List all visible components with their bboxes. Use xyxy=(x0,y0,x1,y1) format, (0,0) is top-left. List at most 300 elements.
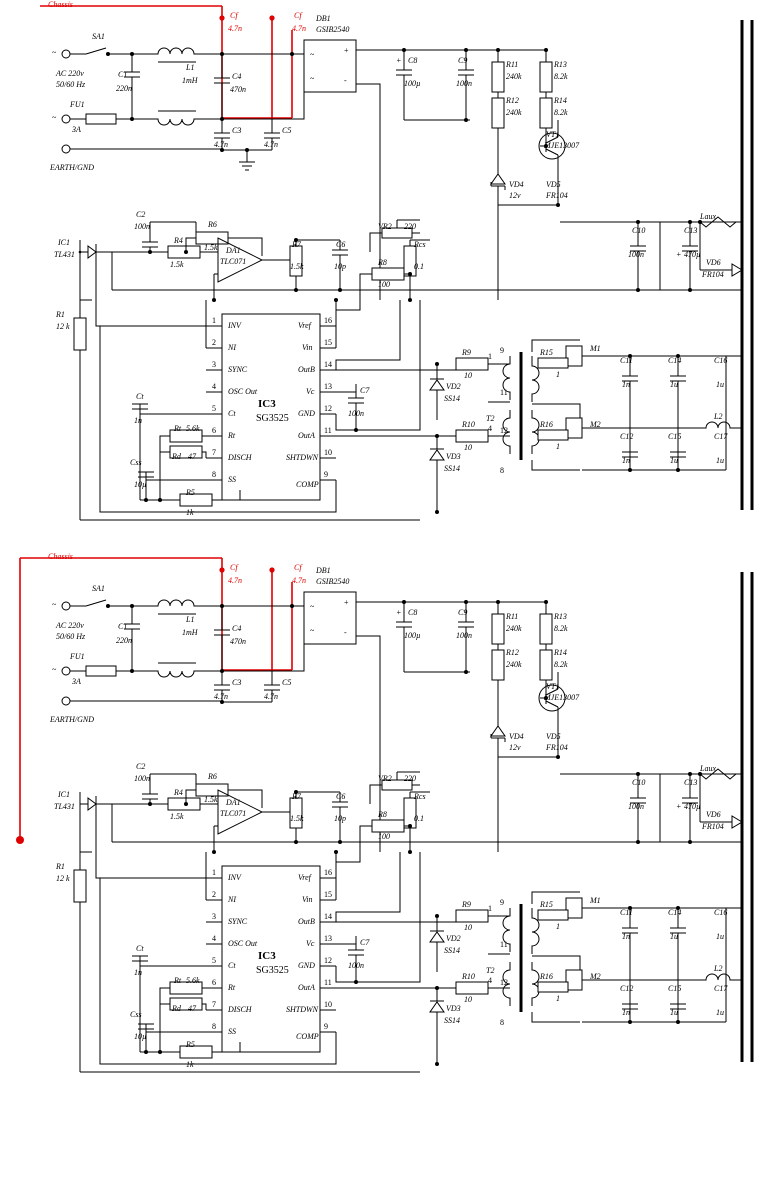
ic3-pin11-name: OutA xyxy=(298,431,315,440)
ic3-pin11-num-2: 11 xyxy=(324,978,332,987)
r6-value-2: 1.5k xyxy=(204,795,218,804)
ac-line2: ~ xyxy=(52,113,57,122)
vd3-ref: VD3 xyxy=(446,452,461,461)
r7-value-2: 1.5k xyxy=(290,814,304,823)
ic3-pin9-num: 9 xyxy=(324,470,328,479)
ic3-pin2-num-2: 2 xyxy=(212,890,216,899)
ic3-pin13-num: 13 xyxy=(324,382,332,391)
r5-ref-2: R5 xyxy=(186,1040,195,1049)
r11-value-2: 240k xyxy=(506,624,522,633)
ic3-pin8-num-2: 8 xyxy=(212,1022,216,1031)
ic3-pin15-name: Vin xyxy=(302,343,313,352)
ic3-pin9-num-2: 9 xyxy=(324,1022,328,1031)
r5-ref: R5 xyxy=(186,488,195,497)
c7-ref: C7 xyxy=(360,386,370,395)
c17-value-2: 1u xyxy=(716,1008,724,1017)
ic3-pin4-num-2: 4 xyxy=(212,934,216,943)
ic3-value: SG3525 xyxy=(256,413,289,424)
vd5-ref: VD5 xyxy=(546,180,561,189)
c17-ref: C17 xyxy=(714,432,728,441)
c13-value: 470µ xyxy=(684,250,701,259)
ic3-pin5-name-2: Ct xyxy=(228,961,236,970)
ic3-pin8-name-2: SS xyxy=(228,1027,236,1036)
t2-pin12: 12 xyxy=(500,426,508,435)
c10-ref: C10 xyxy=(632,226,646,235)
c8-ref: C8 xyxy=(408,56,418,65)
c9-value-2: 100n xyxy=(456,631,472,640)
r13-ref: R13 xyxy=(554,60,567,69)
c11-value: 1n xyxy=(622,380,630,389)
db1-pin-ac2: ~ xyxy=(310,74,315,83)
t2-pin1: 1 xyxy=(488,352,492,361)
t2-pin4: 4 xyxy=(488,424,492,433)
r13-ref-2: R13 xyxy=(554,612,567,621)
css-ref-2: Css xyxy=(130,1010,142,1019)
c11-ref: C11 xyxy=(620,356,633,365)
rt-ref-2: Rt xyxy=(174,976,182,985)
r12-value-2: 240k xyxy=(506,660,522,669)
c12-ref-2: C12 xyxy=(620,984,634,993)
c3-ref: C3 xyxy=(232,126,242,135)
vd4-value: 12v xyxy=(509,191,521,200)
c13-polarity-2: + xyxy=(676,802,682,811)
t2-pin1-2: 1 xyxy=(488,904,492,913)
vt1-ref: VT1 xyxy=(546,130,560,139)
ic3-pin4-name-2: OSC Out xyxy=(228,939,258,948)
ic3-pin14-num: 14 xyxy=(324,360,332,369)
c2-value: 100n xyxy=(134,222,150,231)
vd6-ref-2: VD6 xyxy=(706,810,721,819)
ic3-pin13-name: Vc xyxy=(306,387,315,396)
vr2-ref: VR2 xyxy=(378,222,392,231)
cf1-value: 4.7n xyxy=(228,24,242,33)
cf1-ref: Cf xyxy=(230,11,238,20)
ic3-pin6-num: 6 xyxy=(212,426,216,435)
r9-ref: R9 xyxy=(462,348,471,357)
c15-ref: C15 xyxy=(668,432,682,441)
c5-ref: C5 xyxy=(282,126,292,135)
m1-ref-2: M1 xyxy=(590,896,601,905)
ic3-ref: IC3 xyxy=(258,398,276,410)
ic3-pin7-num: 7 xyxy=(212,448,216,457)
r8-ref: R8 xyxy=(378,258,387,267)
vd6-value: FR104 xyxy=(702,270,724,279)
laux-label: Laux xyxy=(700,212,716,221)
vd3-value-2: SS14 xyxy=(444,1016,460,1025)
ic3-pin4-name: OSC Out xyxy=(228,387,258,396)
c6-value-2: 10p xyxy=(334,814,346,823)
vt1-value-2: MJE13007 xyxy=(544,693,580,702)
l1-value: 1mH xyxy=(182,76,198,85)
r14-value-2: 8.2k xyxy=(554,660,568,669)
t2-pin9-2: 9 xyxy=(500,898,504,907)
ic3-pin2-num: 2 xyxy=(212,338,216,347)
c15-ref-2: C15 xyxy=(668,984,682,993)
unit-top-wires xyxy=(0,0,762,540)
ic3-pin11-name-2: OutA xyxy=(298,983,315,992)
db1-pin-plus: + xyxy=(344,46,349,55)
db1-pin-minus: - xyxy=(344,76,347,85)
ic3-ref-2: IC3 xyxy=(258,950,276,962)
ic3-pin14-name: OutB xyxy=(298,365,315,374)
r15-value: 1 xyxy=(556,370,560,379)
vd5-ref-2: VD5 xyxy=(546,732,561,741)
r16-ref: R16 xyxy=(540,420,553,429)
unit-bottom xyxy=(0,552,762,1092)
r8-ref-2: R8 xyxy=(378,810,387,819)
c13-polarity: + xyxy=(676,250,682,259)
laux-label-2: Laux xyxy=(700,764,716,773)
r1-value: 12 k xyxy=(56,322,70,331)
c14-value: 1u xyxy=(670,380,678,389)
vr2-value-2: 220 xyxy=(404,774,416,783)
c2-ref: C2 xyxy=(136,210,146,219)
rd-ref: Rd xyxy=(172,452,181,461)
ic3-pin13-num-2: 13 xyxy=(324,934,332,943)
r13-value: 8.2k xyxy=(554,72,568,81)
c9-ref: C9 xyxy=(458,56,468,65)
vd2-ref: VD2 xyxy=(446,382,461,391)
l1-ref-2: L1 xyxy=(186,615,195,624)
css-value: 10µ xyxy=(134,480,147,489)
c7-ref-2: C7 xyxy=(360,938,370,947)
rd-value-2: 47 xyxy=(188,1004,196,1013)
t2-pin9: 9 xyxy=(500,346,504,355)
r14-ref-2: R14 xyxy=(554,648,567,657)
db1-value-2: GSIB2540 xyxy=(316,577,350,586)
r7-ref: R7 xyxy=(292,240,301,249)
r6-ref-2: R6 xyxy=(208,772,217,781)
c8-value-2: 100µ xyxy=(404,631,421,640)
ac-line1-2: ~ xyxy=(52,600,57,609)
vd3-value: SS14 xyxy=(444,464,460,473)
c1-value-2: 220n xyxy=(116,636,132,645)
r10-ref: R10 xyxy=(462,420,475,429)
c10-ref-2: C10 xyxy=(632,778,646,787)
c12-ref: C12 xyxy=(620,432,634,441)
rt-value: 5.6k xyxy=(186,424,200,433)
ic1-ref-2: IC1 xyxy=(58,790,70,799)
ic3-pin5-num: 5 xyxy=(212,404,216,413)
ic3-pin10-num-2: 10 xyxy=(324,1000,332,1009)
rcs-ref-2: Rcs xyxy=(414,792,426,801)
db1-ref-2: DB1 xyxy=(316,566,331,575)
c14-ref: C14 xyxy=(668,356,682,365)
da1-value: TLC071 xyxy=(220,257,247,266)
t2-pin8: 8 xyxy=(500,466,504,475)
c5-value: 4.7n xyxy=(264,140,278,149)
vd5-value-2: FR104 xyxy=(546,743,568,752)
ic3-pin7-name: DISCH xyxy=(228,453,252,462)
css-ref: Css xyxy=(130,458,142,467)
ic3-pin10-num: 10 xyxy=(324,448,332,457)
c4-value: 470n xyxy=(230,85,246,94)
c10-value-2: 100n xyxy=(628,802,644,811)
m2-ref-2: M2 xyxy=(590,972,601,981)
r14-value: 8.2k xyxy=(554,108,568,117)
ic3-pin1-num: 1 xyxy=(212,316,216,325)
r5-value-2: 1k xyxy=(186,1060,194,1069)
c6-ref-2: C6 xyxy=(336,792,346,801)
r7-value: 1.5k xyxy=(290,262,304,271)
r15-ref-2: R15 xyxy=(540,900,553,909)
r10-value-2: 10 xyxy=(464,995,472,1004)
chassis-label: Chassis xyxy=(48,0,73,9)
c1-ref: C1 xyxy=(118,70,128,79)
cf2-ref: Cf xyxy=(294,11,302,20)
da1-ref-2: DA1 xyxy=(226,798,241,807)
ic1-value-2: TL431 xyxy=(54,802,75,811)
fuse-value: 3A xyxy=(72,125,81,134)
r8-value: 100 xyxy=(378,280,390,289)
ic3-pin1-name-2: INV xyxy=(228,873,241,882)
chassis-label-2: Chassis xyxy=(48,552,73,561)
cf2-ref-2: Cf xyxy=(294,563,302,572)
c6-value: 10p xyxy=(334,262,346,271)
c13-value-2: 470µ xyxy=(684,802,701,811)
c16-value-2: 1u xyxy=(716,932,724,941)
vd4-ref: VD4 xyxy=(509,180,524,189)
da1-ref: DA1 xyxy=(226,246,241,255)
ic3-pin16-num-2: 16 xyxy=(324,868,332,877)
ic3-pin5-name: Ct xyxy=(228,409,236,418)
ic1-value: TL431 xyxy=(54,250,75,259)
ic3-pin6-name-2: Rt xyxy=(228,983,236,992)
db1-pin-ac1: ~ xyxy=(310,50,315,59)
c13-ref: C13 xyxy=(684,226,698,235)
ic3-pin8-num: 8 xyxy=(212,470,216,479)
ic3-pin3-num: 3 xyxy=(212,360,216,369)
db1-pin-plus-2: + xyxy=(344,598,349,607)
ic3-pin6-name: Rt xyxy=(228,431,236,440)
r11-ref: R11 xyxy=(506,60,519,69)
r5-value: 1k xyxy=(186,508,194,517)
ic3-pin4-num: 4 xyxy=(212,382,216,391)
c15-value: 1u xyxy=(670,456,678,465)
c2-ref-2: C2 xyxy=(136,762,146,771)
mains-voltage: AC 220v xyxy=(56,69,84,78)
r16-ref-2: R16 xyxy=(540,972,553,981)
rt-ref: Rt xyxy=(174,424,182,433)
ct-value: 1n xyxy=(134,416,142,425)
vt1-value: MJE13007 xyxy=(544,141,580,150)
vd2-ref-2: VD2 xyxy=(446,934,461,943)
fuse-ref: FU1 xyxy=(70,100,85,109)
r1-ref-2: R1 xyxy=(56,862,65,871)
r9-value-2: 10 xyxy=(464,923,472,932)
vd4-ref-2: VD4 xyxy=(509,732,524,741)
c4-value-2: 470n xyxy=(230,637,246,646)
ic3-pin3-num-2: 3 xyxy=(212,912,216,921)
r13-value-2: 8.2k xyxy=(554,624,568,633)
rd-ref-2: Rd xyxy=(172,1004,181,1013)
r10-value: 10 xyxy=(464,443,472,452)
rd-value: 47 xyxy=(188,452,196,461)
ic3-pin6-num-2: 6 xyxy=(212,978,216,987)
r6-ref: R6 xyxy=(208,220,217,229)
c9-value: 100n xyxy=(456,79,472,88)
r8-value-2: 100 xyxy=(378,832,390,841)
mains-frequency-2: 50/60 Hz xyxy=(56,632,86,641)
c14-value-2: 1u xyxy=(670,932,678,941)
r4-value: 1.5k xyxy=(170,260,184,269)
ic3-pin15-num: 15 xyxy=(324,338,332,347)
rcs-value-2: 0.1 xyxy=(414,814,424,823)
t2-pin8-2: 8 xyxy=(500,1018,504,1027)
mains-voltage-2: AC 220v xyxy=(56,621,84,630)
earth-label: EARTH/GND xyxy=(50,163,94,172)
ic3-pin3-name: SYNC xyxy=(228,365,248,374)
ic3-pin8-name: SS xyxy=(228,475,236,484)
mains-frequency: 50/60 Hz xyxy=(56,80,86,89)
vt1-ref-2: VT1 xyxy=(546,682,560,691)
r7-ref-2: R7 xyxy=(292,792,301,801)
vd6-value-2: FR104 xyxy=(702,822,724,831)
c16-value: 1u xyxy=(716,380,724,389)
c7-value: 100n xyxy=(348,409,364,418)
c12-value-2: 1n xyxy=(622,1008,630,1017)
m1-ref: M1 xyxy=(590,344,601,353)
db1-value: GSIB2540 xyxy=(316,25,350,34)
r16-value: 1 xyxy=(556,442,560,451)
ic3-pin12-name-2: GND xyxy=(298,961,315,970)
ic3-pin10-name-2: SHTDWN xyxy=(286,1005,319,1014)
c8-polarity-2: + xyxy=(396,608,402,617)
r6-value: 1.5k xyxy=(204,243,218,252)
c16-ref: C16 xyxy=(714,356,728,365)
ic3-pin12-name: GND xyxy=(298,409,315,418)
ic3-pin3-name-2: SYNC xyxy=(228,917,248,926)
c7-value-2: 100n xyxy=(348,961,364,970)
t2-pin11: 11 xyxy=(500,388,508,397)
ic3-value-2: SG3525 xyxy=(256,965,289,976)
c11-ref-2: C11 xyxy=(620,908,633,917)
r12-value: 240k xyxy=(506,108,522,117)
vd3-ref-2: VD3 xyxy=(446,1004,461,1013)
ic3-pin16-name-2: Vref xyxy=(298,873,311,882)
db1-pin-ac1-2: ~ xyxy=(310,602,315,611)
t2-pin12-2: 12 xyxy=(500,978,508,987)
t2-pin11-2: 11 xyxy=(500,940,508,949)
r11-ref-2: R11 xyxy=(506,612,519,621)
ct-ref-2: Ct xyxy=(136,944,144,953)
ic3-pin11-num: 11 xyxy=(324,426,332,435)
rt-value-2: 5.6k xyxy=(186,976,200,985)
ic3-pin9-name: COMP xyxy=(296,480,319,489)
ic3-pin15-num-2: 15 xyxy=(324,890,332,899)
ic3-pin2-name-2: NI xyxy=(228,895,236,904)
c10-value: 100n xyxy=(628,250,644,259)
c17-value: 1u xyxy=(716,456,724,465)
c11-value-2: 1n xyxy=(622,932,630,941)
r10-ref-2: R10 xyxy=(462,972,475,981)
ic3-pin16-name: Vref xyxy=(298,321,311,330)
vd5-value: FR104 xyxy=(546,191,568,200)
c1-value: 220n xyxy=(116,84,132,93)
ic3-pin7-name-2: DISCH xyxy=(228,1005,252,1014)
cf1-ref-2: Cf xyxy=(230,563,238,572)
t2-pin4-2: 4 xyxy=(488,976,492,985)
l2-ref-2: L2 xyxy=(714,964,723,973)
ac-line2-2: ~ xyxy=(52,665,57,674)
r4-ref: R4 xyxy=(174,236,183,245)
c5-value-2: 4.7n xyxy=(264,692,278,701)
l2-ref: L2 xyxy=(714,412,723,421)
ic3-pin9-name-2: COMP xyxy=(296,1032,319,1041)
ac-line1: ~ xyxy=(52,48,57,57)
vd2-value-2: SS14 xyxy=(444,946,460,955)
ic3-pin5-num-2: 5 xyxy=(212,956,216,965)
c4-ref: C4 xyxy=(232,72,242,81)
db1-pin-ac2-2: ~ xyxy=(310,626,315,635)
ic3-pin1-name: INV xyxy=(228,321,241,330)
c3-value-2: 4.7n xyxy=(214,692,228,701)
c14-ref-2: C14 xyxy=(668,908,682,917)
ic3-pin1-num-2: 1 xyxy=(212,868,216,877)
ic3-pin14-num-2: 14 xyxy=(324,912,332,921)
css-value-2: 10µ xyxy=(134,1032,147,1041)
l1-ref: L1 xyxy=(186,63,195,72)
r9-ref-2: R9 xyxy=(462,900,471,909)
r9-value: 10 xyxy=(464,371,472,380)
ic1-ref: IC1 xyxy=(58,238,70,247)
rcs-value: 0.1 xyxy=(414,262,424,271)
r15-value-2: 1 xyxy=(556,922,560,931)
ic3-pin10-name: SHTDWN xyxy=(286,453,319,462)
ic3-pin12-num-2: 12 xyxy=(324,956,332,965)
m2-ref: M2 xyxy=(590,420,601,429)
vd6-ref: VD6 xyxy=(706,258,721,267)
r1-ref: R1 xyxy=(56,310,65,319)
ic3-pin2-name: NI xyxy=(228,343,236,352)
db1-pin-minus-2: - xyxy=(344,628,347,637)
switch-ref: SA1 xyxy=(92,32,105,41)
c3-ref-2: C3 xyxy=(232,678,242,687)
cf1-value-2: 4.7n xyxy=(228,576,242,585)
ct-ref: Ct xyxy=(136,392,144,401)
ct-value-2: 1n xyxy=(134,968,142,977)
c1-ref-2: C1 xyxy=(118,622,128,631)
c4-ref-2: C4 xyxy=(232,624,242,633)
cf2-value-2: 4.7n xyxy=(292,576,306,585)
t2-ref-2: T2 xyxy=(486,966,495,975)
c12-value: 1n xyxy=(622,456,630,465)
r16-value-2: 1 xyxy=(556,994,560,1003)
ic3-pin16-num: 16 xyxy=(324,316,332,325)
c5-ref-2: C5 xyxy=(282,678,292,687)
fuse-ref-2: FU1 xyxy=(70,652,85,661)
c8-polarity: + xyxy=(396,56,402,65)
ic3-pin13-name-2: Vc xyxy=(306,939,315,948)
fuse-value-2: 3A xyxy=(72,677,81,686)
rcs-ref: Rcs xyxy=(414,240,426,249)
c13-ref-2: C13 xyxy=(684,778,698,787)
c6-ref: C6 xyxy=(336,240,346,249)
r4-value-2: 1.5k xyxy=(170,812,184,821)
r15-ref: R15 xyxy=(540,348,553,357)
r12-ref-2: R12 xyxy=(506,648,519,657)
c16-ref-2: C16 xyxy=(714,908,728,917)
ic3-pin14-name-2: OutB xyxy=(298,917,315,926)
earth-label-2: EARTH/GND xyxy=(50,715,94,724)
l1-value-2: 1mH xyxy=(182,628,198,637)
ic3-pin12-num: 12 xyxy=(324,404,332,413)
vd2-value: SS14 xyxy=(444,394,460,403)
vd4-value-2: 12v xyxy=(509,743,521,752)
c2-value-2: 100n xyxy=(134,774,150,783)
ic3-pin7-num-2: 7 xyxy=(212,1000,216,1009)
r1-value-2: 12 k xyxy=(56,874,70,883)
